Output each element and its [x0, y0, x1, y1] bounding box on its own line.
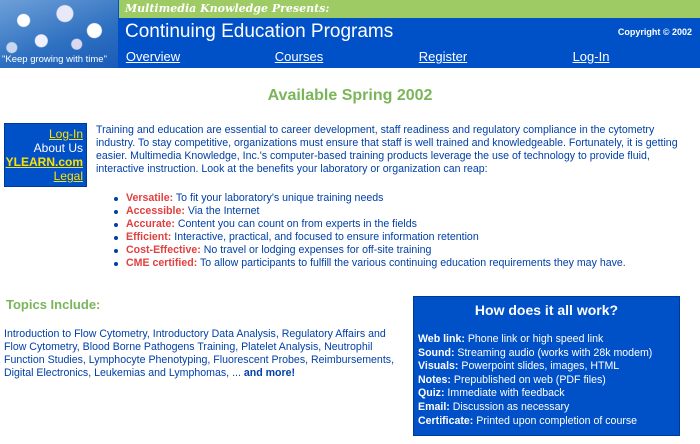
- side-ylearn-link[interactable]: YLEARN.com: [5, 155, 83, 169]
- benefit-desc: No travel or lodging expenses for off-site training: [200, 244, 432, 257]
- benefits-list: [110, 192, 690, 271]
- nav-courses[interactable]: Courses: [274, 49, 324, 64]
- how-row-value: Immediate with feedback: [444, 387, 565, 400]
- benefit-desc: To fit your laboratory's unique training needs: [173, 192, 384, 204]
- nav-login[interactable]: Log-In: [572, 49, 610, 64]
- nav-register[interactable]: Register: [418, 49, 468, 64]
- site-header: [0, 0, 700, 68]
- bullet-icon: [114, 249, 118, 253]
- benefit-term: Accurate:: [126, 218, 175, 231]
- tagline: "Keep growing with time": [2, 54, 107, 65]
- copyright: Copyright © 2002: [617, 27, 692, 37]
- benefit-desc: Interactive, practical, and focused to ensure information retention: [171, 231, 479, 244]
- benefit-desc: Via the Internet: [184, 205, 260, 218]
- how-row-value: Prepublished on web (PDF files): [450, 373, 606, 386]
- presents-text: Multimedia Knowledge Presents:: [125, 2, 330, 15]
- how-row: [418, 374, 678, 388]
- how-row: [418, 333, 678, 347]
- how-row: [418, 401, 678, 415]
- topics-text: [4, 328, 402, 380]
- benefit-item: [110, 205, 690, 218]
- how-row-label: Sound:: [418, 346, 455, 359]
- how-row-value: Discussion as necessary: [449, 400, 570, 413]
- how-row-value: Streaming audio (works with 28k modem): [454, 346, 653, 359]
- topics-list: Introduction to Flow Cytometry, Introductory Data Analysis, Regulatory Affairs and Flow Cytometry, Blood Borne Pathogens Training, Platelet Analysis, Neutrophil Function Studies, Lymphocyte Phenotyping, Fluorescent Probes, Reimbursements, Digital Electronics, Leukemias and Lymphomas, ...: [4, 328, 395, 380]
- how-row-label: Quiz:: [418, 387, 445, 400]
- presents-bar: [119, 0, 700, 18]
- benefit-item: [110, 192, 690, 205]
- site-title: Continuing Education Programs: [125, 21, 394, 42]
- how-row-label: Email:: [418, 400, 450, 413]
- how-it-works-box: [413, 296, 680, 436]
- how-row-label: Notes:: [418, 373, 451, 386]
- bullet-icon: [114, 197, 118, 201]
- benefit-term: CME certified:: [126, 257, 198, 270]
- side-link-box: [4, 123, 87, 187]
- bullet-icon: [114, 262, 118, 266]
- benefit-item: [110, 218, 690, 231]
- benefit-item: [110, 244, 690, 257]
- how-row: [418, 415, 678, 429]
- bullet-icon: [114, 210, 118, 214]
- how-row-label: Web link:: [418, 333, 465, 345]
- how-row-value: Powerpoint slides, images, HTML: [458, 360, 620, 373]
- topics-heading: Topics Include:: [6, 297, 101, 312]
- side-legal-link[interactable]: Legal: [53, 169, 83, 183]
- how-row-label: Certificate:: [418, 414, 474, 427]
- intro-paragraph: Training and education are essential to career development, staff readiness and regulatory compliance in the cytometry industry. To stay competitive, organizations must ensure that staff is well trained and knowledgeable. Fortunately, it is getting easier. Multimedia Knowledge, Inc.'s computer-based training products leverage the use of technology to provide fluid, interactive instruction. Look at the benefits your laboratory or organization can reap:: [96, 124, 678, 175]
- benefit-term: Accessible:: [126, 205, 185, 218]
- bullet-icon: [114, 223, 118, 227]
- how-row: [418, 347, 678, 361]
- how-it-works-title: How does it all work?: [474, 302, 619, 318]
- benefit-term: Versatile:: [126, 192, 174, 204]
- benefit-term: Cost-Effective:: [126, 244, 201, 257]
- and-more-link[interactable]: and more!: [243, 367, 296, 380]
- how-row-label: Visuals:: [418, 360, 459, 373]
- flower-banner-image: [0, 0, 118, 68]
- benefit-desc: Content you can count on from experts in the fields: [174, 218, 417, 231]
- benefit-item: [110, 231, 690, 244]
- benefit-term: Efficient:: [126, 231, 172, 244]
- how-row-value: Printed upon completion of course: [473, 414, 638, 427]
- how-row-value: Phone link or high speed link: [464, 333, 604, 345]
- side-about-link[interactable]: About Us: [33, 141, 83, 155]
- bullet-icon: [114, 236, 118, 240]
- how-it-works-list: [418, 333, 678, 428]
- benefit-desc: To allow participants to fulfill the various continuing education requirements they may have.: [197, 257, 626, 270]
- nav-overview[interactable]: Overview: [125, 49, 181, 64]
- side-login-link[interactable]: Log-In: [48, 127, 83, 141]
- how-row: [418, 360, 678, 374]
- benefit-item: [110, 257, 690, 270]
- page-title: Available Spring 2002: [267, 87, 433, 104]
- how-row: [418, 387, 678, 401]
